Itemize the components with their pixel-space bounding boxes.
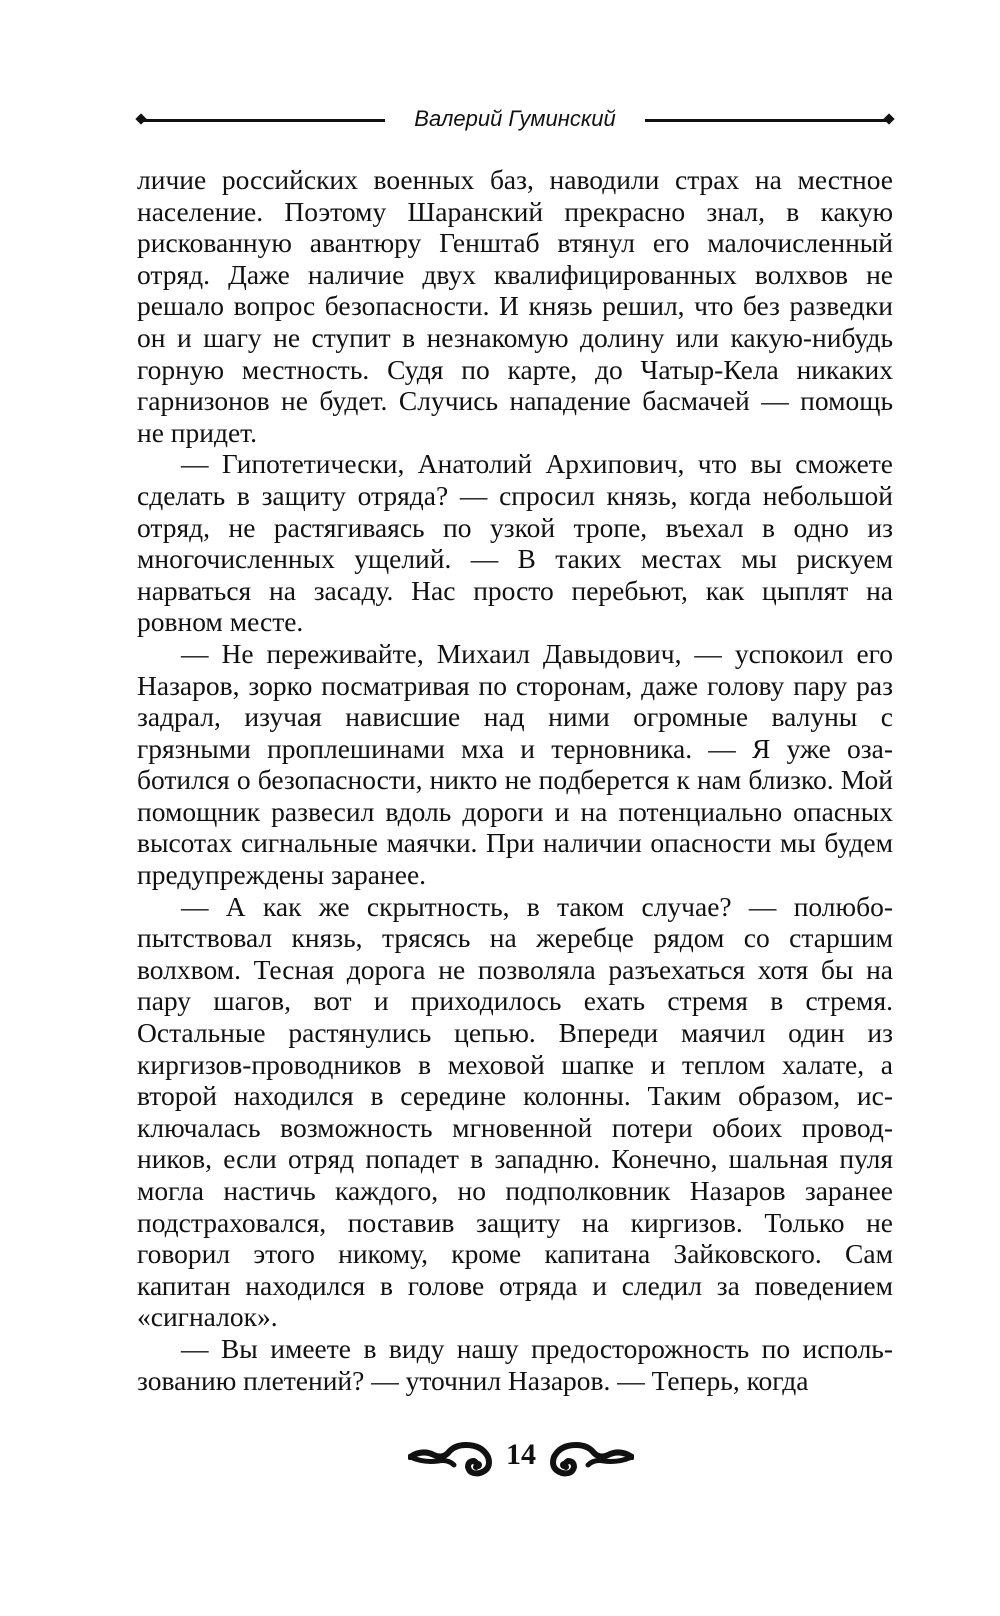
paragraph: — Вы имеете в виду нашу предосторожность по использованию плетений? — уточнил Назаров. — Теперь, когда xyxy=(137,1332,893,1396)
scroll-ornament-right-icon xyxy=(548,1435,634,1479)
body-text xyxy=(137,164,893,1396)
paragraph: — Гипотетически, Анатолий Архипович, что вы сможете сделать в защиту отряда? — спросил князь, когда небольшой отряд, не растягиваясь по узкой тропе, въехал в одно из многочисленных ущелий. — В таких местах мы рискуем нарваться на засаду. Нас просто перебьют, как цыплят на ровном месте. xyxy=(137,448,893,638)
header-rule-left xyxy=(141,119,385,122)
page-folio xyxy=(0,1431,1000,1483)
scroll-ornament-left-icon xyxy=(408,1435,494,1479)
header-rule-right xyxy=(645,119,889,122)
running-header xyxy=(137,101,893,137)
paragraph: — А как же скрытность, в таком случае? — полюбопытствовал князь, трясясь на жеребце рядом со старшим волхвом. Тесная дорога не позволяла разъехаться хотя бы на пару шагов, вот и приходилось ехать стремя в стремя. Остальные растянулись цепью. Впереди маячил один из киргизов-проводников в меховой шапке и теплом халате, а второй находился в середине колонны. Таким образом, исключалась возможность мгновенной потери обоих проводников, если отряд попадет в западню. Конечно, шальная пуля могла настичь каждого, но подполковник Назаров заранее подстраховался, поставив защиту на киргизов. Только не говорил этого никому, кроме капитана Зайковского. Сам капитан находился в голове отряда и следил за поведением «сигналок». xyxy=(137,890,893,1333)
header-author: Валерий Гуминский xyxy=(414,106,616,131)
header-diamond-right-icon xyxy=(883,113,894,124)
paragraph: — Не переживайте, Михаил Давыдович, — успокоил его Назаров, зорко посматривая по сторонам, даже голову пару раз задрал, изучая нависшие над ними огромные валуны с грязными проплешинами мха и терновника. — Я уже озаботился о безопасности, никто не подберется к нам близко. Мой помощник развесил вдоль дороги и на потенциально опасных высотах сигнальные маячки. При наличии опасности мы будем предупреждены заранее. xyxy=(137,637,893,891)
paragraph: личие российских военных баз, наводили страх на местное население. Поэтому Шаранский прекрасно знал, в какую рискованную авантюру Генштаб втянул его малочисленный отряд. Даже наличие двух квалифицированных волхвов не решало вопрос безопасности. И князь решил, что без разведки он и шагу не ступит в незнакомую долину или какую-нибудь горную местность. Судя по карте, до Чатыр-Кела никаких гарнизонов не будет. Случись нападение басмачей — помощь не придет. xyxy=(137,164,893,448)
page-number: 14 xyxy=(506,1438,536,1471)
